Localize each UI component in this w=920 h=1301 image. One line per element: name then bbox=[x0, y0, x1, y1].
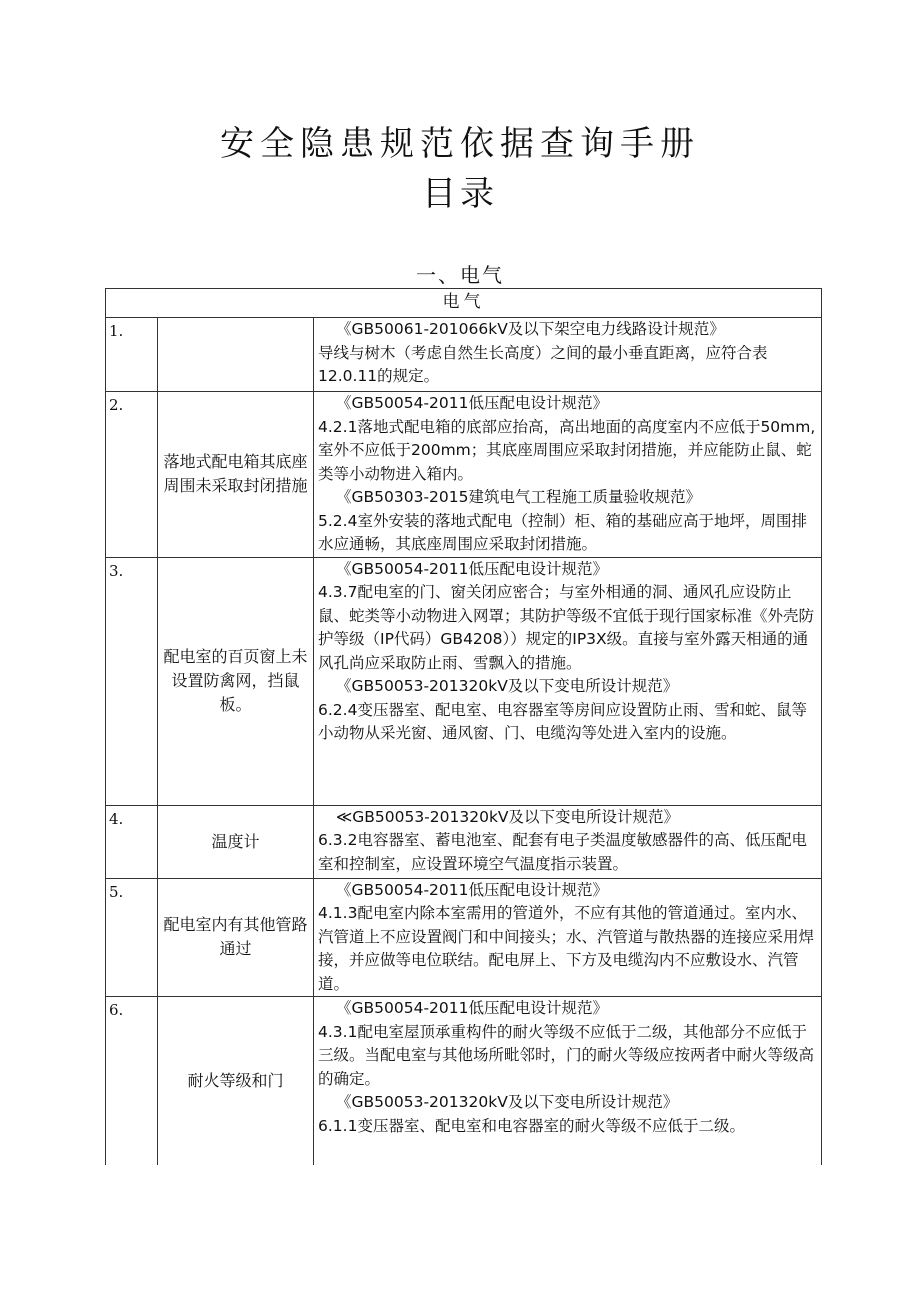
row-topic: 配电室的百页窗上未设置防禽网，挡鼠板。 bbox=[158, 557, 314, 805]
clause-text: 4.3.7配电室的门、窗关闭应密合；与室外相通的洞、通风孔应设防止鼠、蛇类等小动物进入网罩；其防护等级不宜低于现行国家标准《外壳防护等级（IP代码）GB4208））规定的IP3X级。直接与室外露天相通的通风孔尚应采取防止雨、雪飘入的措施。 bbox=[318, 583, 815, 672]
clause-text: 6.3.2电容器室、蓄电池室、配套有电子类温度敏感器件的高、低压配电室和控制室，应设置环境空气温度指示装置。 bbox=[318, 831, 807, 873]
row-topic: 温度计 bbox=[158, 805, 314, 878]
table-row bbox=[106, 878, 822, 997]
standard-reference: 《GB50053-201320kV及以下变电所设计规范》 bbox=[336, 1093, 679, 1111]
document-title: 安全隐患规范依据查询手册 bbox=[220, 124, 700, 164]
table-row bbox=[106, 805, 822, 878]
row-content bbox=[314, 318, 822, 392]
row-topic: 配电室内有其他管路通过 bbox=[158, 878, 314, 997]
table-header-row bbox=[106, 289, 822, 318]
standard-reference: 《GB50054-2011低压配电设计规范》 bbox=[336, 394, 608, 412]
standard-reference: 《GB50061-201066kV及以下架空电力线路设计规范》 bbox=[336, 320, 725, 338]
row-number: 1. bbox=[106, 318, 158, 392]
row-topic: 耐火等级和门 bbox=[158, 997, 314, 1165]
table-row bbox=[106, 997, 822, 1165]
row-number: 5. bbox=[106, 878, 158, 997]
standard-reference: 《GB50054-2011低压配电设计规范》 bbox=[336, 559, 608, 578]
row-number: 4. bbox=[106, 805, 158, 878]
section-heading: 一、电气 bbox=[416, 263, 504, 287]
standard-reference: 《GB50053-201320kV及以下变电所设计规范》 bbox=[336, 677, 679, 695]
row-content bbox=[314, 878, 822, 997]
regulation-table bbox=[105, 288, 822, 1165]
row-number: 6. bbox=[106, 997, 158, 1165]
row-topic: 落地式配电箱其底座周围未采取封闭措施 bbox=[158, 392, 314, 558]
clause-text: 4.1.3配电室内除本室需用的管道外，不应有其他的管道通过。室内水、汽管道上不应设置阀门和中间接头；水、汽管道与散热器的连接应采用焊接，并应做等电位联结。配电屏上、下方及电缆沟内不应敷设水、汽管道。 bbox=[318, 904, 815, 993]
standard-reference: 《GB50054-2011低压配电设计规范》 bbox=[336, 880, 608, 899]
clause-text: 4.3.1配电室屋顶承重构件的耐火等级不应低于二级，其他部分不应低于三级。当配电室与其他场所毗邻时，门的耐火等级应按两者中耐火等级高的确定。 bbox=[318, 1022, 815, 1088]
clause-text: 导线与树木（考虑自然生长高度）之间的最小垂直距离，应符合表12.0.11的规定。 bbox=[318, 343, 768, 385]
clause-text: 6.2.4变压器室、配电室、电容器室等房间应设置防止雨、雪和蛇、鼠等小动物从采光窗、通风窗、门、电缆沟等处进入室内的设施。 bbox=[318, 700, 807, 742]
row-content bbox=[314, 392, 822, 558]
row-content bbox=[314, 557, 822, 805]
document-subtitle: 目录 bbox=[422, 174, 498, 214]
clause-text: 4.2.1落地式配电箱的底部应抬高，高出地面的高度室内不应低于50mm,室外不应低于200mm；其底座周围应采取封闭措施，并应能防止鼠、蛇类等小动物进入箱内。 bbox=[318, 417, 816, 483]
row-content bbox=[314, 805, 822, 878]
row-content bbox=[314, 997, 822, 1165]
row-number: 3. bbox=[106, 557, 158, 805]
table-header: 电气 bbox=[106, 289, 822, 318]
clause-text: 6.1.1变压器室、配电室和电容器室的耐火等级不应低于二级。 bbox=[318, 1116, 745, 1135]
standard-reference: 《GB50303-2015建筑电气工程施工质量验收规范》 bbox=[336, 488, 701, 506]
row-topic bbox=[158, 318, 314, 392]
table-row bbox=[106, 557, 822, 805]
row-number: 2. bbox=[106, 392, 158, 558]
table-row bbox=[106, 318, 822, 392]
standard-reference: ≪GB50053-201320kV及以下变电所设计规范》 bbox=[336, 807, 680, 826]
table-row bbox=[106, 392, 822, 558]
standard-reference: 《GB50054-2011低压配电设计规范》 bbox=[336, 999, 608, 1017]
clause-text: 5.2.4室外安装的落地式配电（控制）柜、箱的基础应高于地坪，周围排水应通畅，其底座周围应采取封闭措施。 bbox=[318, 511, 807, 553]
